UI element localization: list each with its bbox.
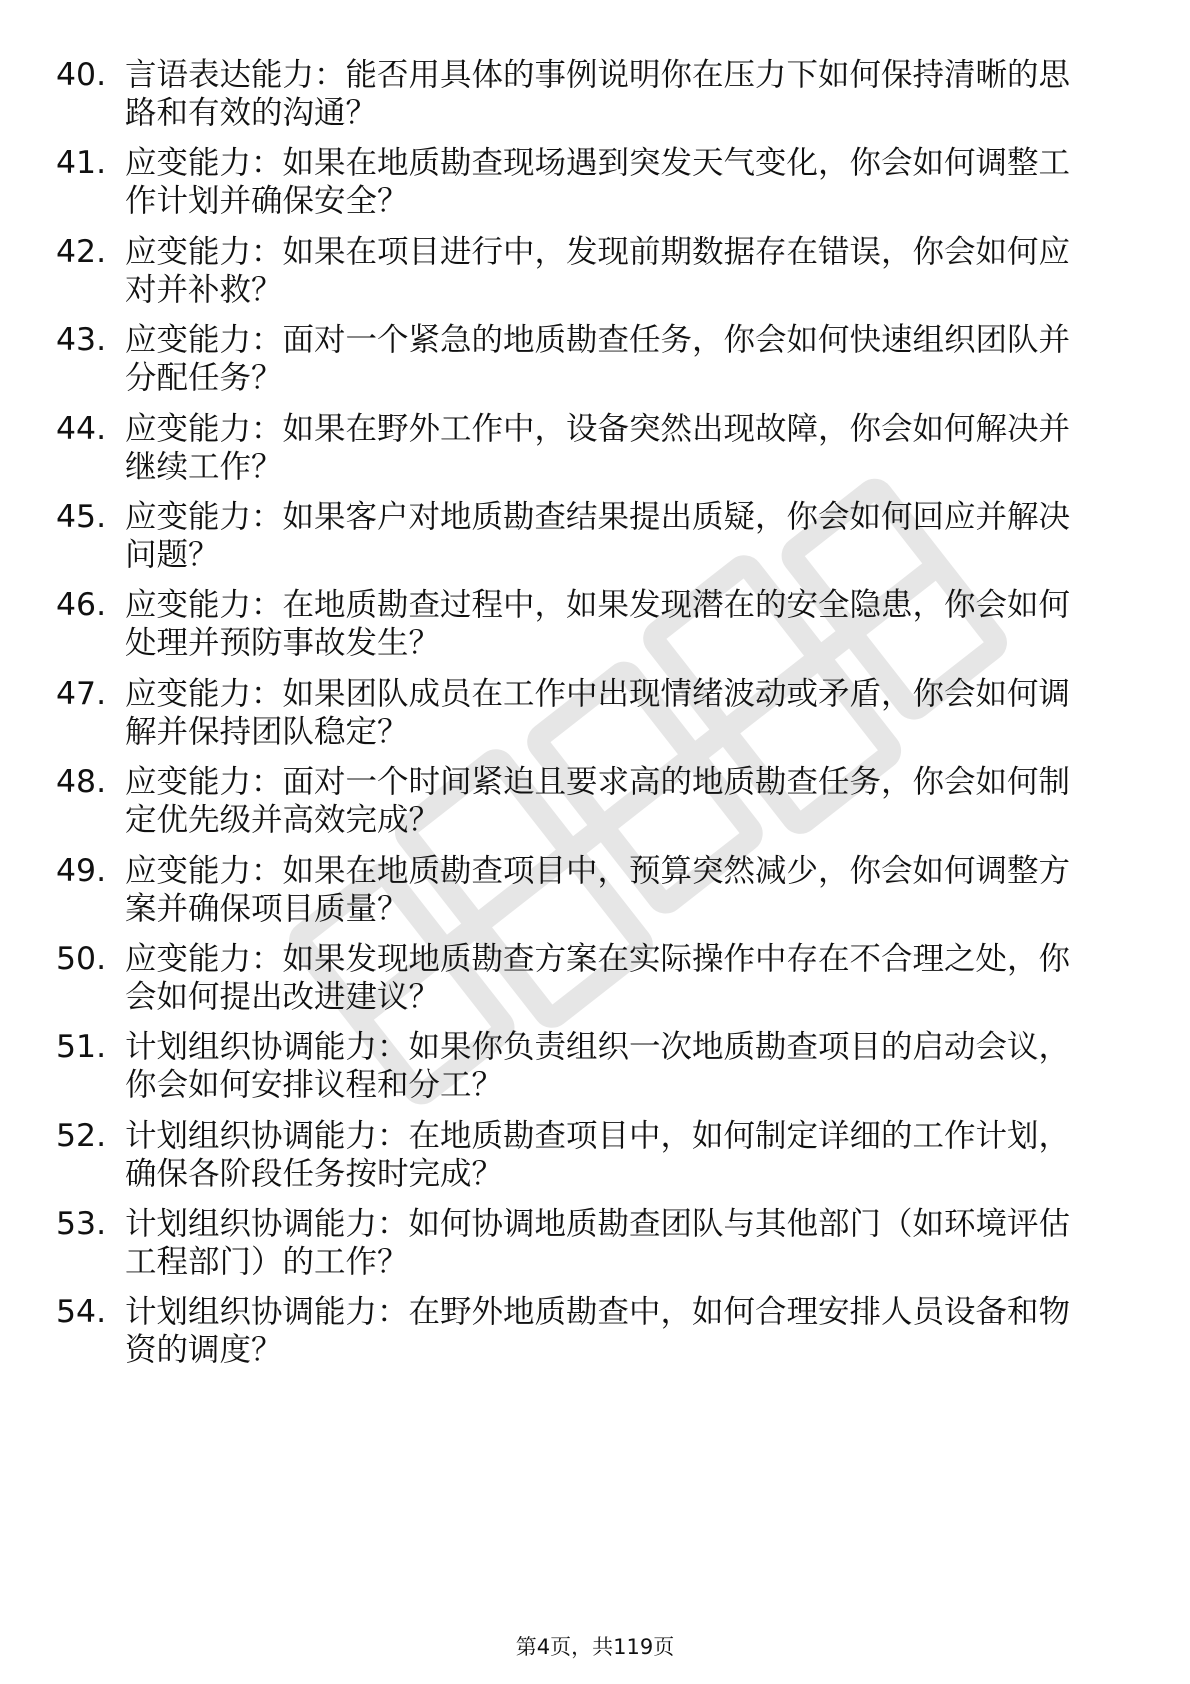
list-item xyxy=(56,1293,1106,1369)
list-item xyxy=(56,56,1106,132)
list-item xyxy=(56,852,1106,928)
question-text: 计划组织协调能力：在野外地质勘查中，如何合理安排人员设备和物资的调度？ xyxy=(125,1294,1071,1369)
question-text: 应变能力：在地质勘查过程中，如果发现潜在的安全隐患，你会如何处理并预防事故发生？ xyxy=(125,587,1071,662)
list-item xyxy=(56,675,1106,751)
question-text: 应变能力：如果客户对地质勘查结果提出质疑，你会如何回应并解决问题？ xyxy=(125,498,1071,573)
question-number: 42. xyxy=(56,233,107,270)
question-number: 41. xyxy=(56,145,107,182)
question-text: 计划组织协调能力：在地质勘查项目中，如何制定详细的工作计划，确保各阶段任务按时完成？ xyxy=(125,1117,1071,1192)
question-number: 53. xyxy=(56,1206,107,1243)
list-item xyxy=(56,1117,1106,1193)
question-text: 应变能力：面对一个时间紧迫且要求高的地质勘查任务，你会如何制定优先级并高效完成？ xyxy=(125,764,1071,839)
question-number: 51. xyxy=(56,1029,107,1066)
list-item xyxy=(56,586,1106,662)
question-text: 言语表达能力：能否用具体的事例说明你在压力下如何保持清晰的思路和有效的沟通？ xyxy=(125,57,1071,131)
question-list xyxy=(56,56,1106,1382)
list-item xyxy=(56,763,1106,839)
question-text: 应变能力：如果发现地质勘查方案在实际操作中存在不合理之处，你会如何提出改进建议？ xyxy=(125,940,1071,1015)
question-number: 50. xyxy=(56,940,107,977)
page-footer: 第4页，共119页 xyxy=(515,1635,675,1659)
question-number: 54. xyxy=(56,1294,107,1331)
list-item xyxy=(56,1205,1106,1281)
question-number: 49. xyxy=(56,852,107,889)
question-text: 应变能力：如果在地质勘查项目中，预算突然减少，你会如何调整方案并确保项目质量？ xyxy=(125,852,1071,927)
question-text: 应变能力：如果在项目进行中，发现前期数据存在错误，你会如何应对并补救？ xyxy=(125,233,1071,308)
question-number: 47. xyxy=(56,675,107,712)
question-text: 计划组织协调能力：如果你负责组织一次地质勘查项目的启动会议，你会如何安排议程和分工？ xyxy=(125,1029,1071,1104)
list-item xyxy=(56,940,1106,1016)
list-item xyxy=(56,1028,1106,1104)
question-text: 应变能力：面对一个紧急的地质勘查任务，你会如何快速组织团队并分配任务？ xyxy=(125,322,1071,397)
question-number: 43. xyxy=(56,322,107,359)
question-text: 应变能力：如果在野外工作中，设备突然出现故障，你会如何解决并继续工作？ xyxy=(125,410,1071,485)
list-item xyxy=(56,498,1106,574)
question-number: 45. xyxy=(56,498,107,535)
list-item xyxy=(56,321,1106,397)
list-item xyxy=(56,233,1106,309)
question-text: 应变能力：如果在地质勘查现场遇到突发天气变化，你会如何调整工作计划并确保安全？ xyxy=(125,145,1071,220)
question-number: 44. xyxy=(56,410,107,447)
question-number: 52. xyxy=(56,1117,107,1154)
question-number: 40. xyxy=(56,57,107,93)
list-item xyxy=(56,410,1106,486)
question-text: 计划组织协调能力：如何协调地质勘查团队与其他部门（如环境评估工程部门）的工作？ xyxy=(125,1206,1071,1281)
list-item xyxy=(56,144,1106,220)
question-number: 48. xyxy=(56,764,107,801)
question-number: 46. xyxy=(56,587,107,624)
question-text: 应变能力：如果团队成员在工作中出现情绪波动或矛盾，你会如何调解并保持团队稳定？ xyxy=(125,675,1071,750)
